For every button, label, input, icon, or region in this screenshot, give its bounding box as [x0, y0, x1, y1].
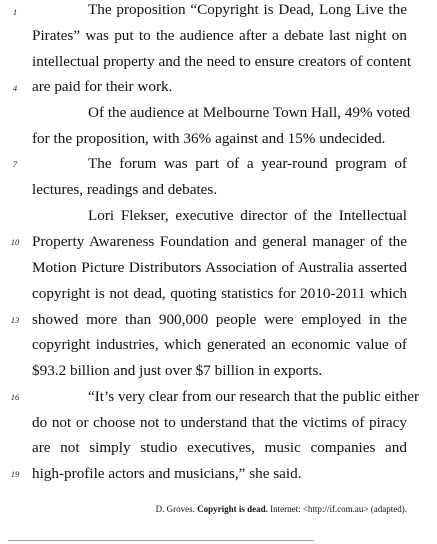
line-number: 4: [12, 83, 18, 93]
text-line: Lori Flekser, executive director of the Intellectual: [88, 207, 407, 224]
text-line: do not or choose not to understand that the victims of piracy: [32, 414, 407, 431]
line-number: 10: [10, 237, 20, 247]
text-line: The forum was part of a year-round program of: [88, 155, 407, 172]
line-number: 16: [10, 392, 20, 402]
text-line: $93.2 billion and just over $7 billion in exports.: [32, 362, 323, 379]
line-number: 1: [12, 7, 18, 17]
citation-note: (adapted).: [370, 504, 407, 514]
line-number: 7: [12, 159, 18, 169]
text-line: Pirates” was put to the audience after a debate last night on: [32, 27, 407, 44]
text-line: The proposition “Copyright is Dead, Long Live the: [88, 1, 407, 18]
text-line: showed more than 900,000 people were employed in the: [32, 311, 407, 328]
citation-url: <http://if.com.au>: [302, 504, 369, 514]
text-line: are paid for their work.: [32, 78, 173, 95]
text-line: intellectual property and the need to ensure creators of content: [32, 53, 412, 70]
line-number: 13: [10, 315, 20, 325]
text-line: lectures, readings and debates.: [32, 181, 218, 198]
citation-author: D. Groves.: [155, 504, 195, 514]
citation-medium: Internet:: [270, 504, 301, 514]
text-line: are not simply studio executives, music companies and: [32, 439, 407, 456]
text-line: Property Awareness Foundation and general manager of the: [32, 233, 407, 250]
text-line: copyright is not dead, quoting statistics for 2010-2011 which: [32, 285, 407, 302]
text-line: Of the audience at Melbourne Town Hall, 49% voted: [88, 104, 411, 121]
text-line: copyright industries, which generated an economic value of: [32, 336, 407, 353]
text-line: for the proposition, with 36% against and 15% undecided.: [32, 130, 386, 147]
text-line: high-profile actors and musicians,” she said.: [32, 465, 302, 482]
line-number: 19: [10, 469, 20, 479]
bottom-divider: [8, 540, 314, 541]
source-citation: [156, 503, 407, 515]
text-line: “It’s very clear from our research that the public either: [88, 388, 420, 405]
text-line: Motion Picture Distributors Association of Australia asserted: [32, 259, 407, 276]
citation-title: Copyright is dead.: [197, 504, 268, 514]
